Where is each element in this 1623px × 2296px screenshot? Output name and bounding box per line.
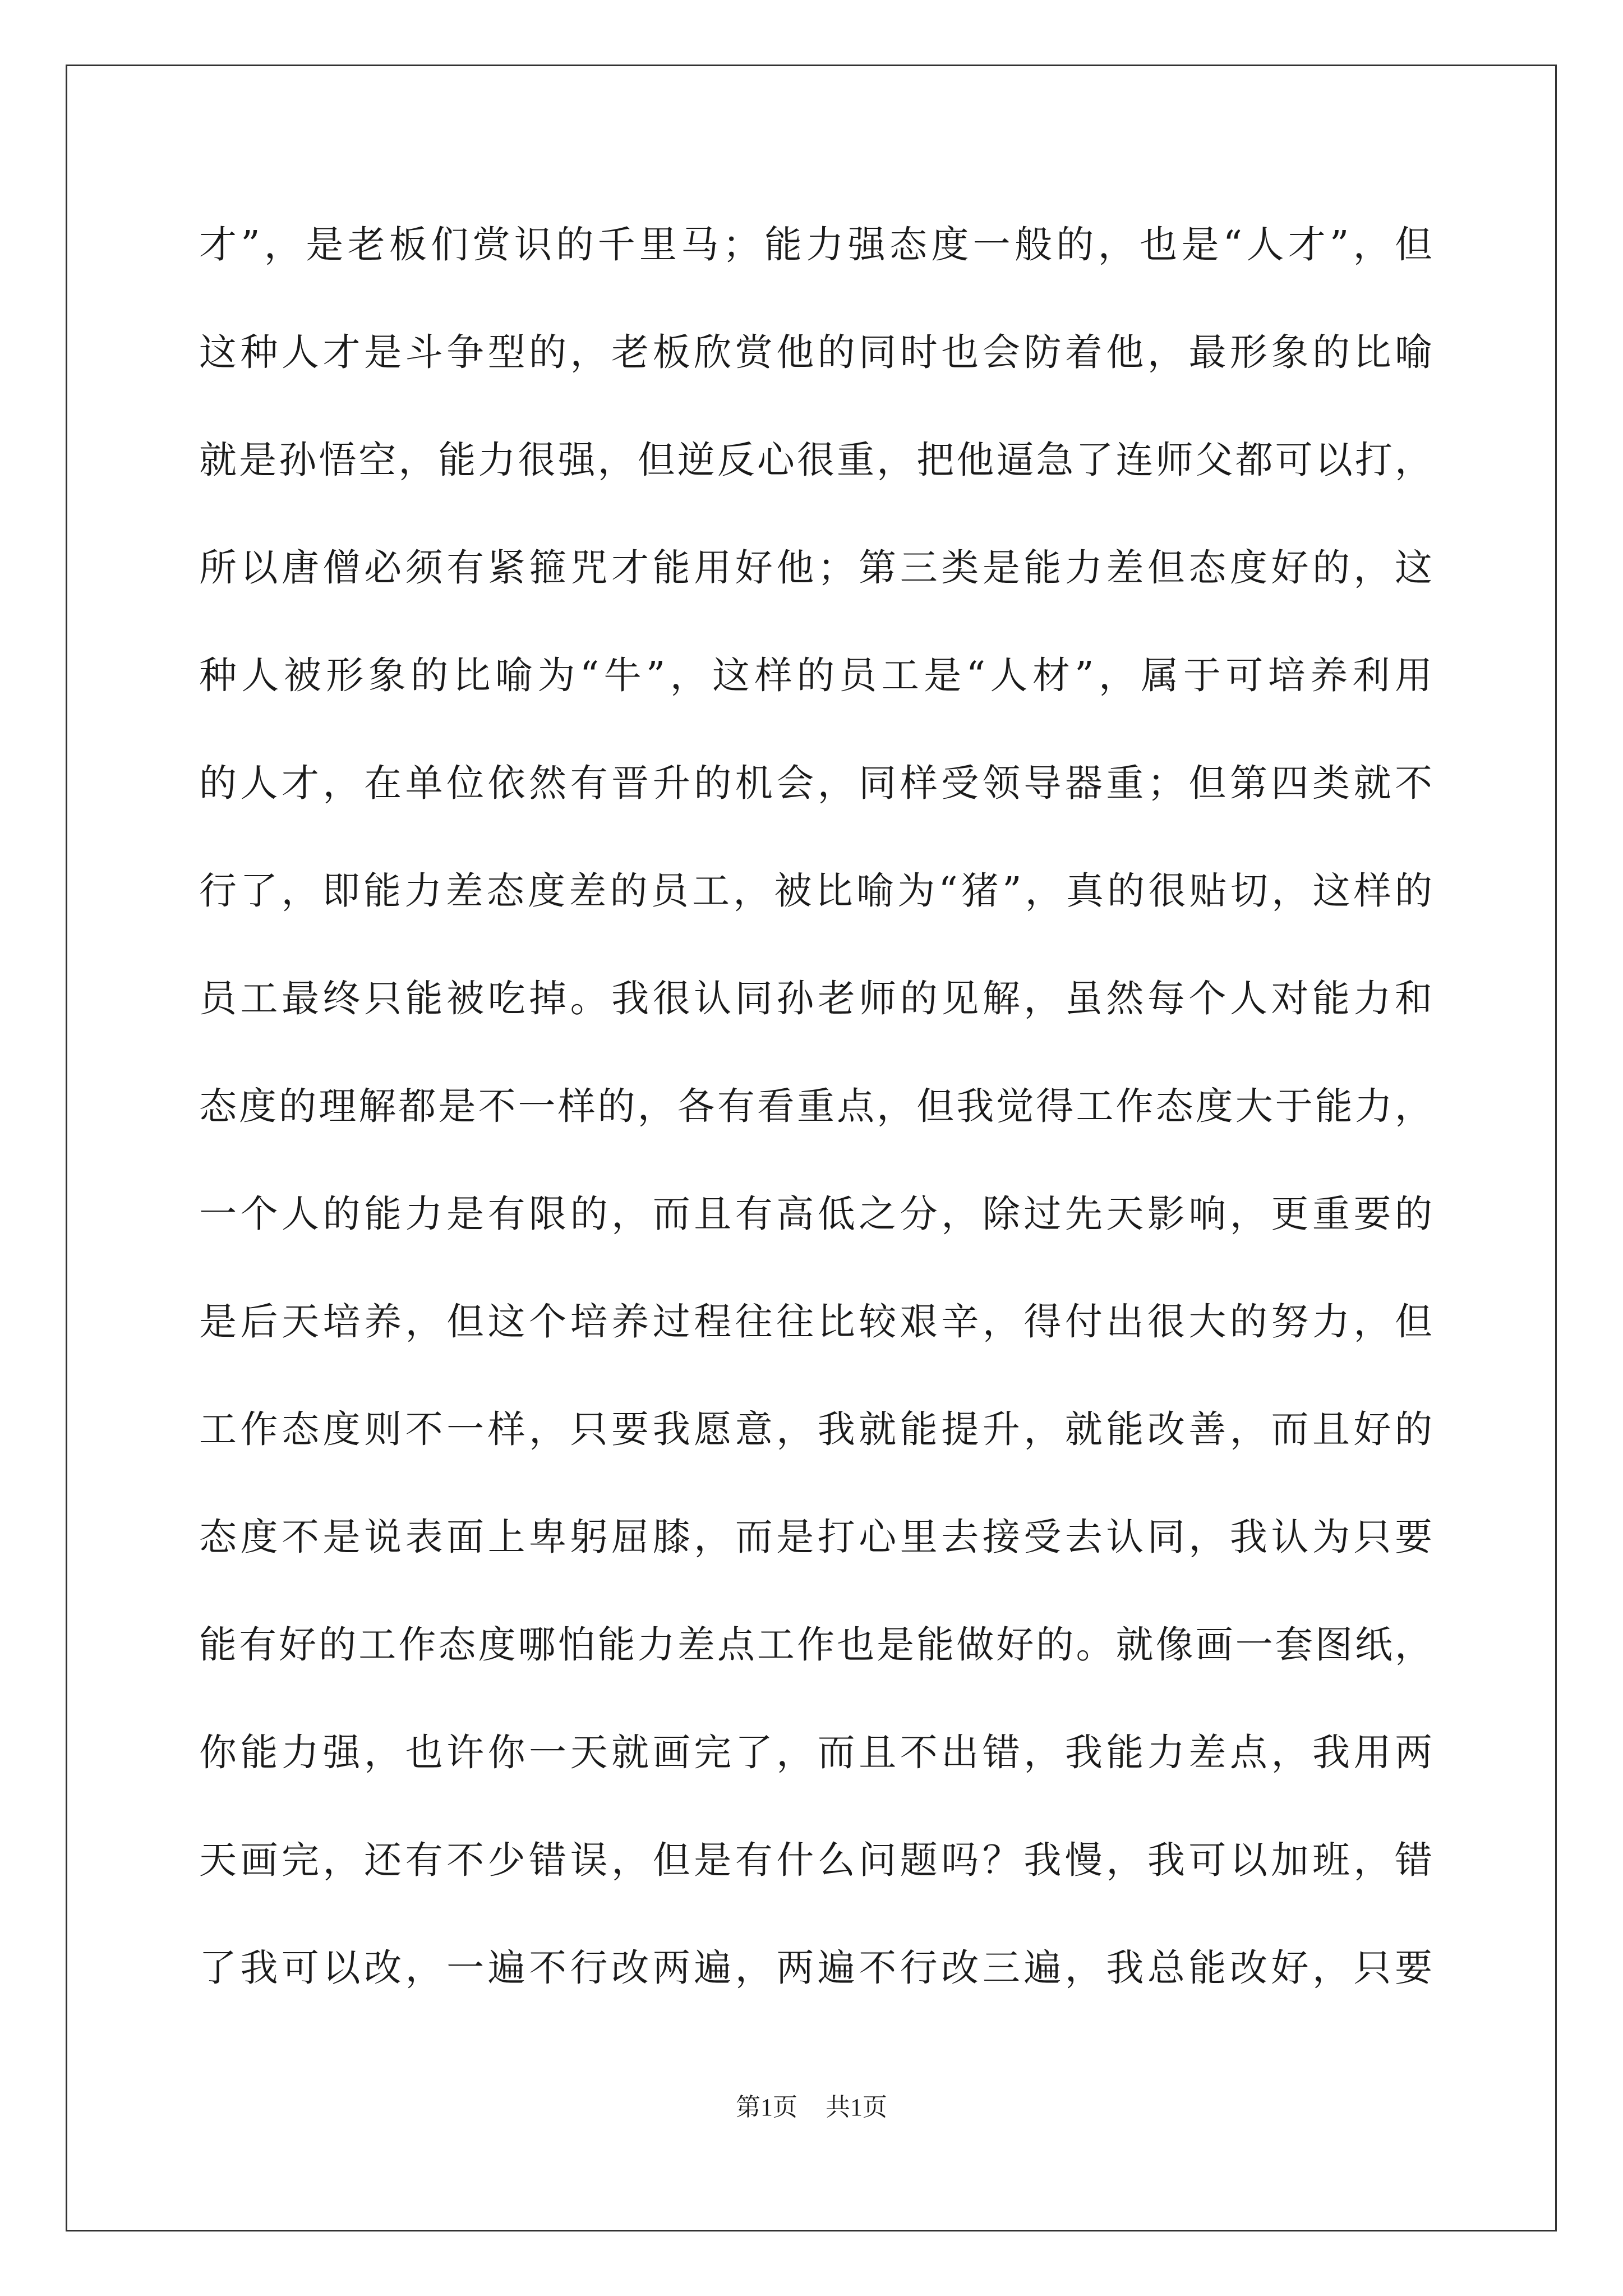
text-line: 一个人的能力是有限的，而且有高低之分，除过先天影响，更重要的 (199, 1192, 1433, 1236)
text-line: 是后天培养，但这个培养过程往往比较艰辛，得付出很大的努力，但 (199, 1300, 1433, 1343)
text-line: 你能力强，也许你一天就画完了，而且不出错，我能力差点，我用两 (199, 1731, 1433, 1774)
text-line: 态度不是说表面上卑躬屈膝，而是打心里去接受去认同，我认为只要 (199, 1515, 1433, 1559)
page-number: 第1页 (736, 2093, 797, 2121)
text-line: 态度的理解都是不一样的，各有看重点，但我觉得工作态度大于能力， (199, 1084, 1433, 1128)
text-line: 的人才，在单位依然有晋升的机会，同样受领导器重；但第四类就不 (199, 761, 1433, 805)
text-line: 工作态度则不一样，只要我愿意，我就能提升，就能改善，而且好的 (199, 1407, 1433, 1451)
page-footer (0, 2087, 1623, 2123)
text-line: 了我可以改，一遍不行改两遍，两遍不行改三遍，我总能改好，只要 (199, 1946, 1433, 1990)
text-line: 种人被形象的比喻为“牛”，这样的员工是“人材”，属于可培养利用 (199, 654, 1433, 697)
text-line: 才”，是老板们赏识的千里马；能力强态度一般的，也是“人才”，但 (199, 223, 1433, 266)
text-line: 所以唐僧必须有紧箍咒才能用好他；第三类是能力差但态度好的，这 (199, 546, 1433, 590)
document-body (199, 191, 1433, 2022)
text-line: 就是孙悟空，能力很强，但逆反心很重，把他逼急了连师父都可以打， (199, 438, 1433, 482)
text-line: 这种人才是斗争型的，老板欣赏他的同时也会防着他，最形象的比喻 (199, 330, 1433, 374)
text-line: 能有好的工作态度哪怕能力差点工作也是能做好的。就像画一套图纸， (199, 1623, 1433, 1667)
text-line: 天画完，还有不少错误，但是有什么问题吗？我慢，我可以加班，错 (199, 1838, 1433, 1882)
page-total: 共1页 (826, 2093, 887, 2121)
text-line: 员工最终只能被吃掉。我很认同孙老师的见解，虽然每个人对能力和 (199, 977, 1433, 1020)
text-line: 行了，即能力差态度差的员工，被比喻为“猪”，真的很贴切，这样的 (199, 869, 1433, 913)
